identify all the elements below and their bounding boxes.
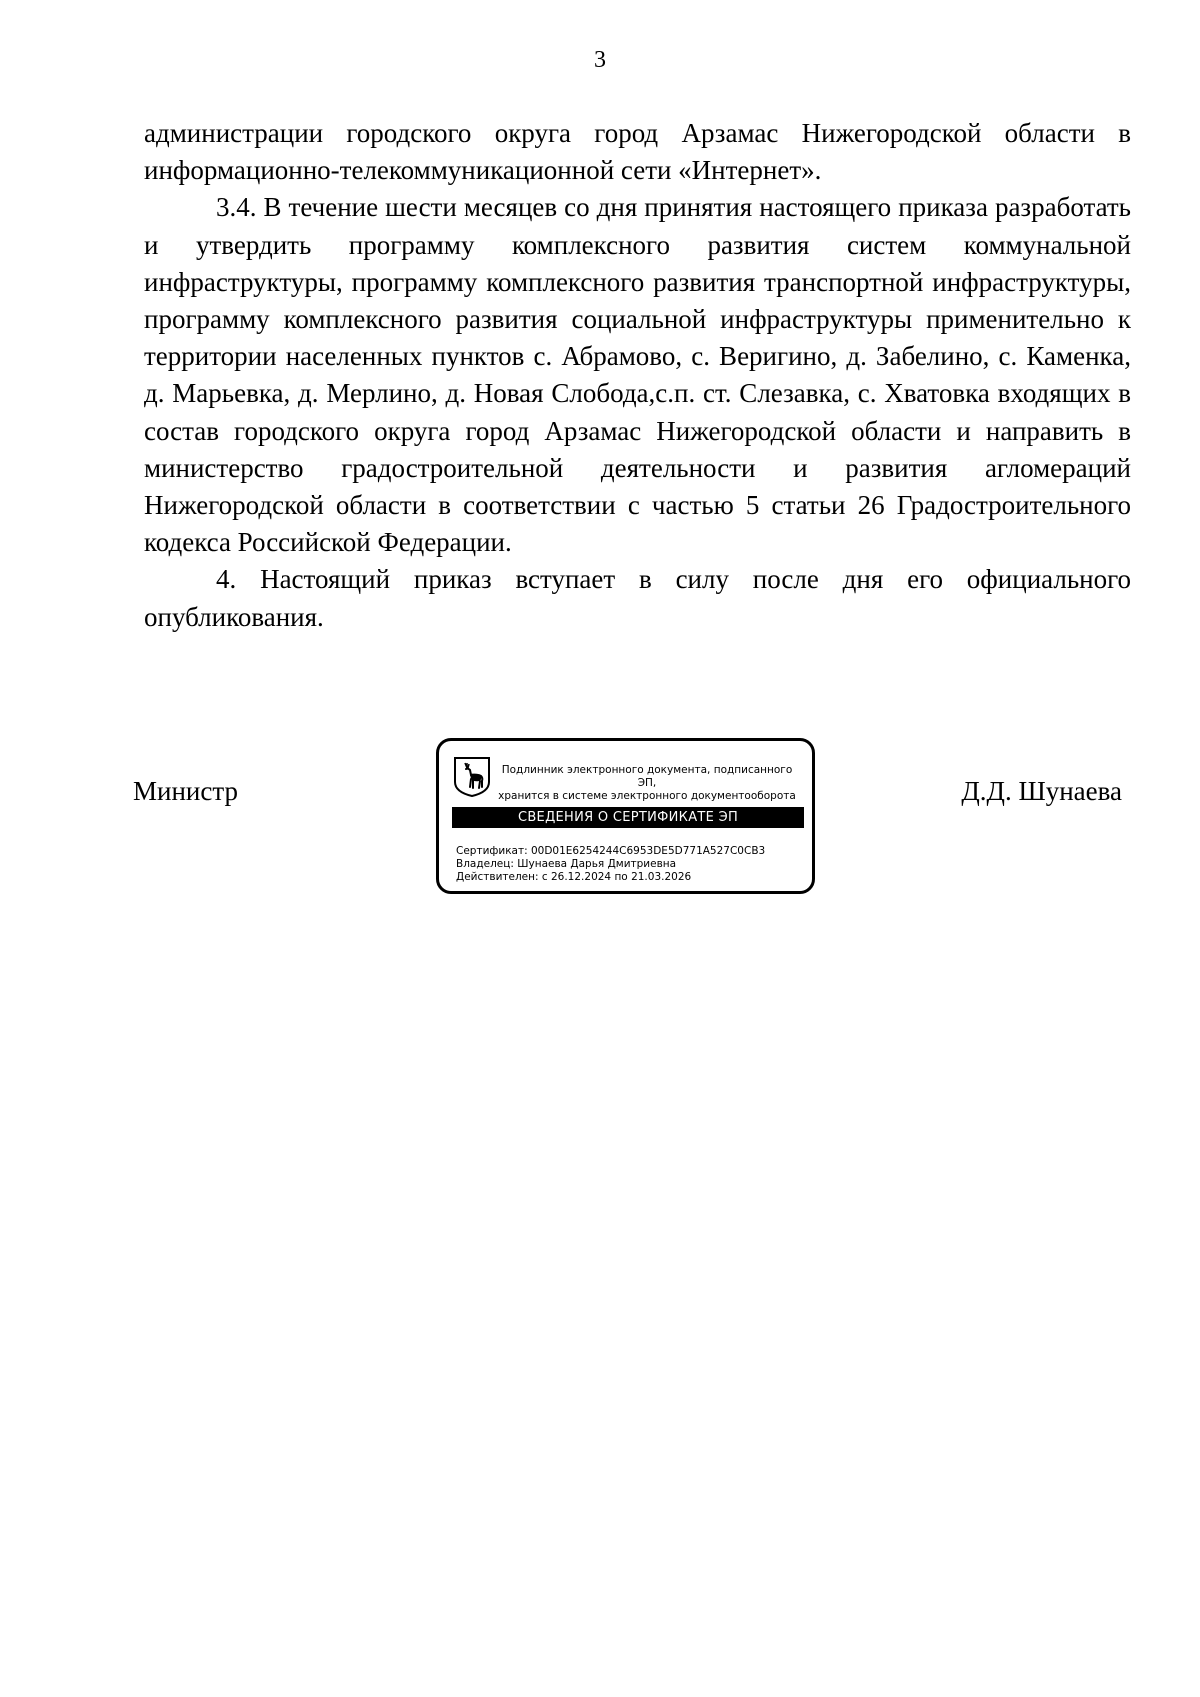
electronic-signature-stamp [436, 738, 815, 894]
stamp-details [456, 845, 806, 884]
stamp-header-line: Подлинник электронного документа, подписанного ЭП, [501, 764, 793, 789]
nizhny-novgorod-deer-emblem-icon [453, 756, 491, 798]
document-body [144, 115, 1131, 636]
signatory-position: Министр [133, 776, 238, 806]
paragraph-continuation: администрации городского округа город Арзамас Нижегородской области в информационно-телекоммуникационной сети «Интернет». [144, 118, 1131, 186]
paragraph-item-4: 4. Настоящий приказ вступает в силу после дня его официального опубликования. [144, 564, 1131, 632]
signatory-name: Д.Д. Шунаева [961, 776, 1122, 806]
certificate-owner: Владелец: Шунаева Дарья Дмитриевна [456, 858, 677, 870]
certificate-number: Сертификат: 00D01E6254244C6953DE5D771A527C0CB3 [456, 845, 766, 857]
stamp-title: СВЕДЕНИЯ О СЕРТИФИКАТЕ ЭП [452, 807, 804, 828]
page-number: 3 [594, 47, 606, 73]
stamp-header [493, 764, 801, 803]
certificate-validity: Действителен: с 26.12.2024 по 21.03.2026 [456, 871, 692, 883]
stamp-header-line: хранится в системе электронного документооборота [498, 790, 796, 802]
paragraph-item-3-4: 3.4. В течение шести месяцев со дня принятия настоящего приказа разработать и утвердить программу комплексного развития систем коммунальной инфраструктуры, программу комплексного развития транспортной инфраструктуры, программу комплексного развития социальной инфраструктуры применительно к территории населенных пунктов с. Абрамово, с. Веригино, д. Забелино, с. Каменка, д. Марьевка, д. Мерлино, д. Новая Слобода,с.п. ст. Слезавка, с. Хватовка входящих в состав городского округа город Арзамас Нижегородской области и направить в министерство градостроительной деятельности и развития агломераций Нижегородской области в соответствии с частью 5 статьи 26 Градостроительного кодекса Российской Федерации. [144, 192, 1131, 558]
